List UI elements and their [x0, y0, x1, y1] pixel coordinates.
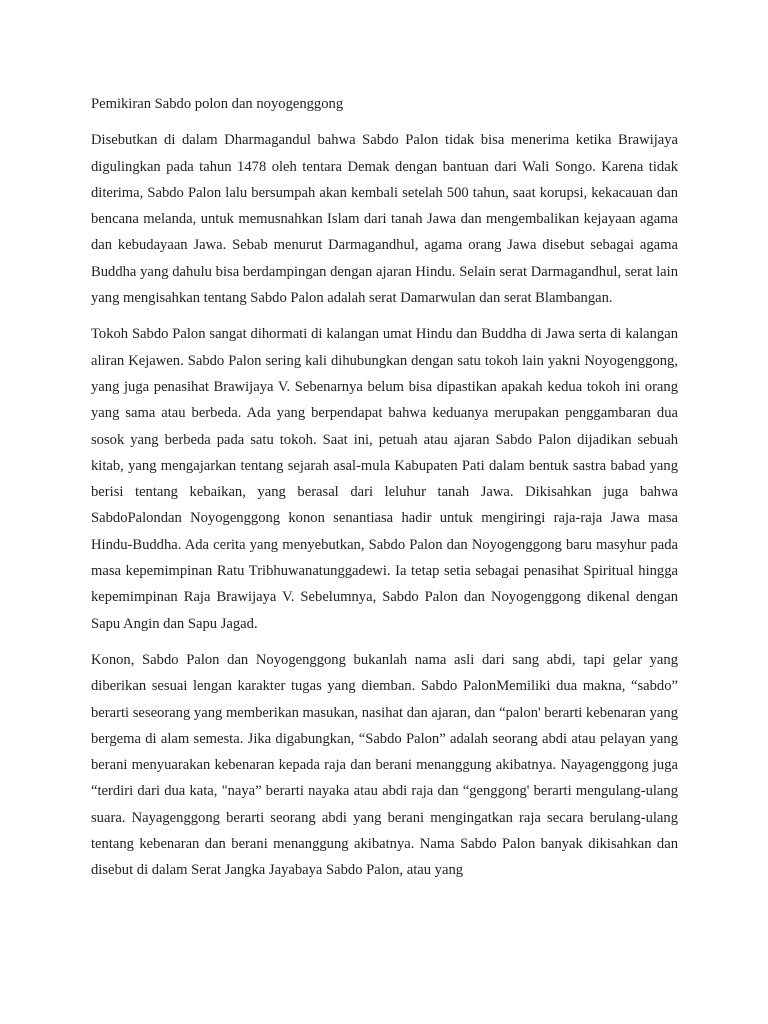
- document-title: Pemikiran Sabdo polon dan noyogenggong: [91, 96, 344, 112]
- paragraph-1: Disebutkan di dalam Dharmagandul bahwa Sabdo Palon tidak bisa menerima ketika Brawijaya digulingkan pada tahun 1478 oleh tentara Demak dengan bantuan dari Wali Songo. Karena tidak diterima, Sabdo Palon lalu bersumpah akan kembali setelah 500 tahun, saat korupsi, kekacauan dan bencana melanda, untuk memusnahkan Islam dari tanah Jawa dan mengembalikan kejayaan agama dan kebudayaan Jawa. Sebab menurut Darmagandhul, agama orang Jawa disebut sebagai agama Buddha yang dahulu bisa berdampingan dengan ajaran Hindu. Selain serat Darmagandhul, serat lain yang mengisahkan tentang Sabdo Palon adalah serat Damarwulan dan serat Blambangan.: [91, 132, 678, 307]
- paragraph-2: Tokoh Sabdo Palon sangat dihormati di kalangan umat Hindu dan Buddha di Jawa serta di kalangan aliran Kejawen. Sabdo Palon sering kali dihubungkan dengan satu tokoh lain yakni Noyogenggong, yang juga penasihat Brawijaya V. Sebenarnya belum bisa dipastikan apakah kedua tokoh ini orang yang sama atau berbeda. Ada yang berpendapat bahwa keduanya merupakan penggambaran dua sosok yang berbeda pada satu tokoh. Saat ini, petuah atau ajaran Sabdo Palon dijadikan sebuah kitab, yang mengajarkan tentang sejarah asal-mula Kabupaten Pati dalam bentuk sastra babad yang berisi tentang kebaikan, yang berasal dari leluhur tanah Jawa. Dikisahkan juga bahwa SabdoPalondan Noyogenggong konon senantiasa hadir untuk mengiringi raja-raja Jawa masa Hindu-Buddha. Ada cerita yang menyebutkan, Sabdo Palon dan Noyogenggong baru masyhur pada masa kepemimpinan Ratu Tribhuwanatunggadewi. Ia tetap setia sebagai penasihat Spiritual hingga kepemimpinan Raja Brawijaya V. Sebelumnya, Sabdo Palon dan Noyogenggong dikenal dengan Sapu Angin dan Sapu Jagad.: [91, 326, 678, 632]
- paragraph-3: Konon, Sabdo Palon dan Noyogenggong bukanlah nama asli dari sang abdi, tapi gelar yang diberikan sesuai lengan karakter tugas yang diemban. Sabdo PalonMemiliki dua makna, “sabdo” berarti seseorang yang memberikan masukan, nasihat dan ajaran, dan “palon' berarti kebenaran yang bergema di alam semesta. Jika digabungkan, “Sabdo Palon” adalah seorang abdi atau pelayan yang berani menyuarakan kebenaran kepada raja dan berani menanggung akibatnya. Nayagenggong juga “terdiri dari dua kata, "naya” berarti nayaka atau abdi raja dan “genggong' berarti mengulang-ulang suara. Nayagenggong berarti seorang abdi yang berani mengingatkan raja secara berulang-ulang tentang kebenaran dan berani menanggung akibatnya. Nama Sabdo Palon banyak dikisahkan dan disebut di dalam Serat Jangka Jayabaya Sabdo Palon, atau yang: [91, 651, 678, 879]
- document-body: [91, 91, 678, 894]
